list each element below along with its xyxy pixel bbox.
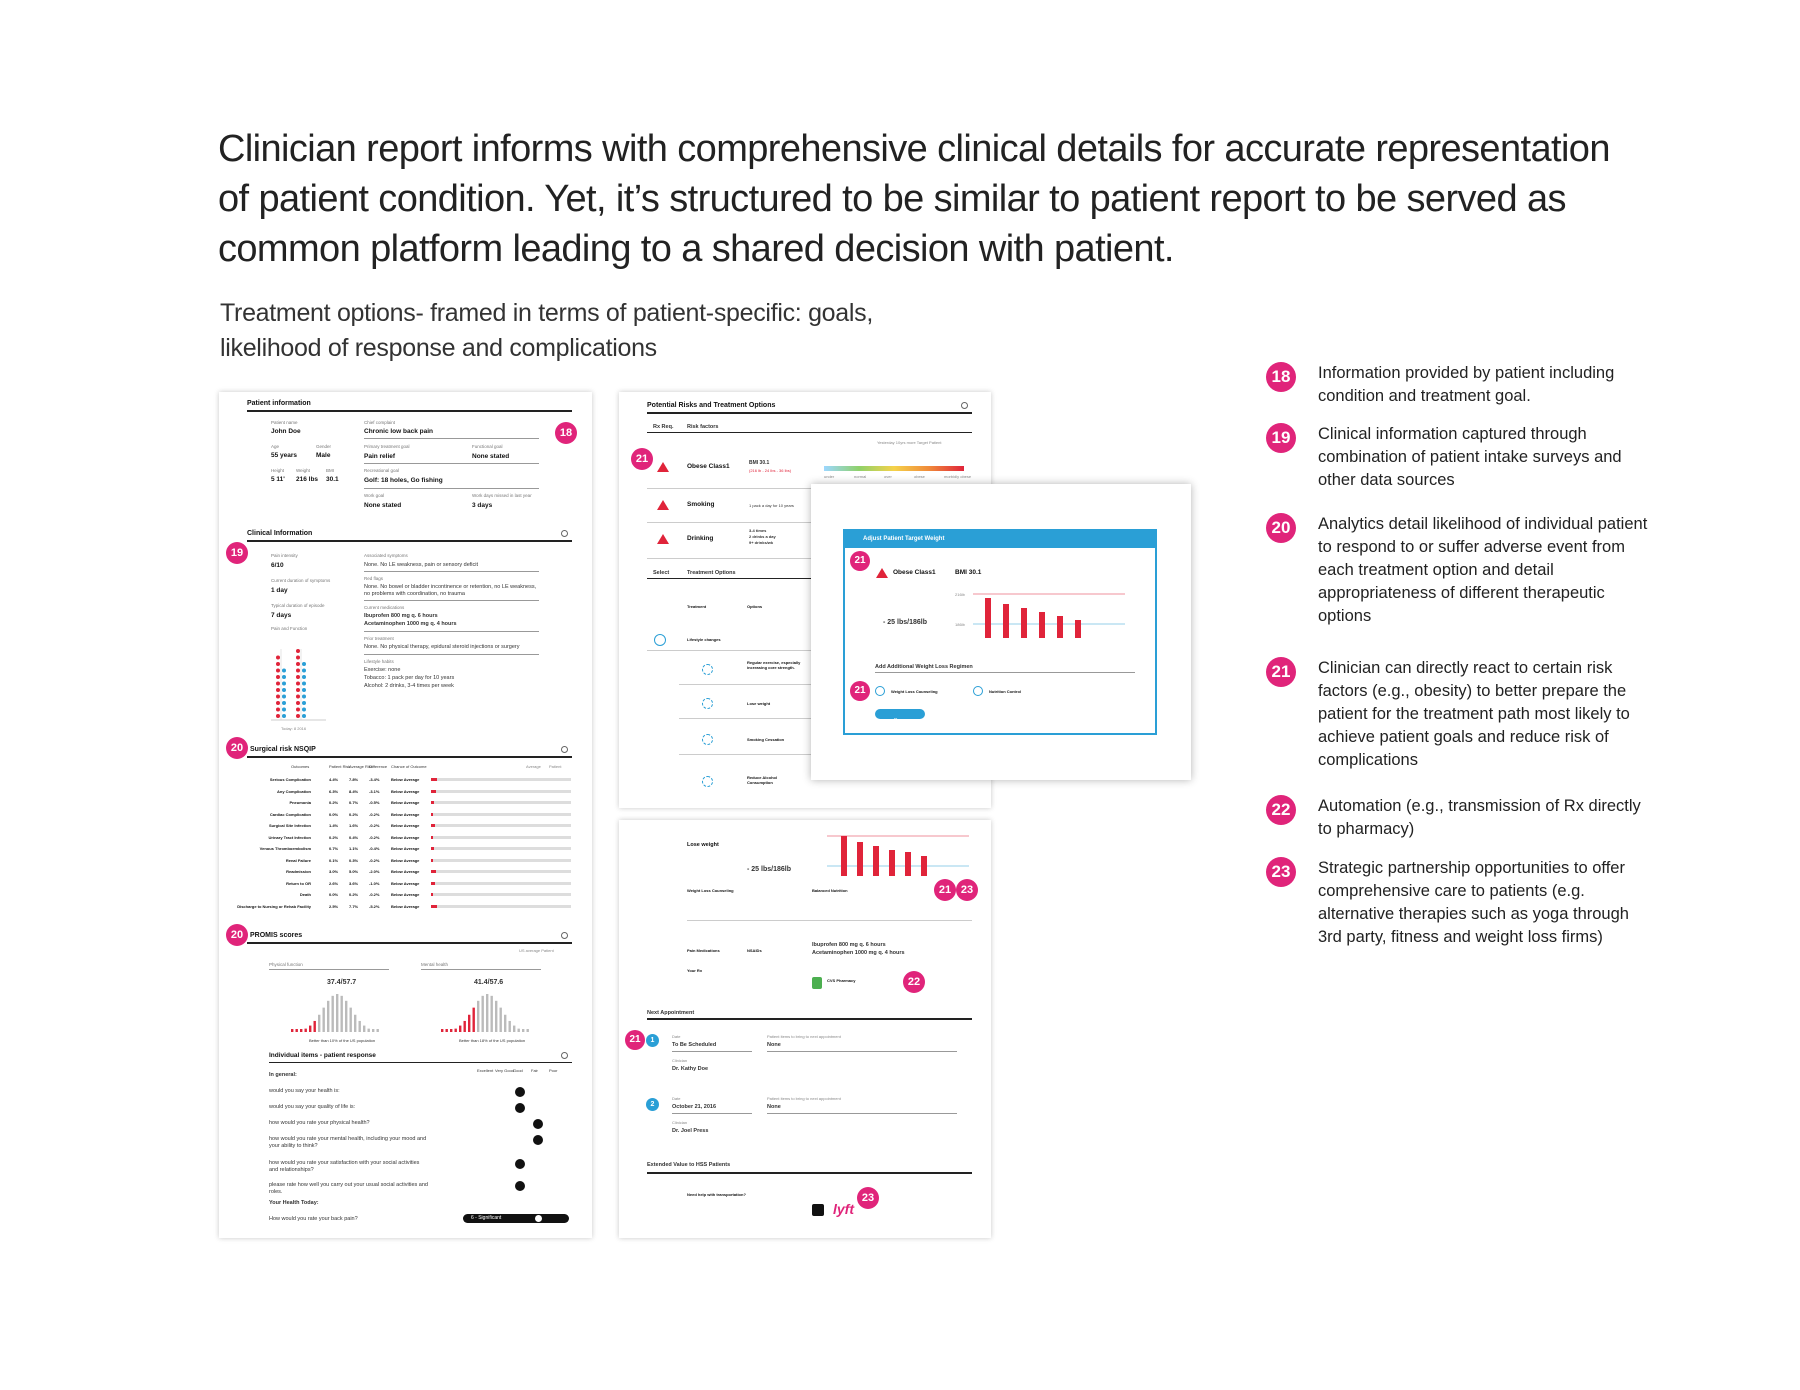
surgical-cell: -0.2% xyxy=(369,811,380,817)
legend-badge-22: 22 xyxy=(1266,795,1296,825)
surgical-risk-bar xyxy=(431,847,571,850)
items-col-1: Very Good xyxy=(495,1068,514,1073)
surgical-cell: Any Complication xyxy=(276,788,311,794)
histogram-bar xyxy=(446,1029,448,1032)
badge-22: 22 xyxy=(903,971,925,993)
histogram-bar xyxy=(468,1015,470,1032)
warning-icon xyxy=(876,568,888,578)
legend-text-19: Clinical information captured through combination of patient intake surveys and other data sources xyxy=(1318,425,1622,489)
nutrition-control-radio[interactable] xyxy=(973,686,983,696)
surgical-cell: Venous Thromboembolism xyxy=(259,846,311,851)
histogram-bar xyxy=(372,1029,374,1032)
legend-badge-19: 19 xyxy=(1266,423,1296,453)
pf-dot xyxy=(276,669,280,673)
back-pain-slider[interactable]: 6 - Significant xyxy=(463,1214,569,1223)
surgical-risk-bar xyxy=(431,859,571,862)
badge-21-modal: 21 xyxy=(850,551,870,571)
surgical-risk-bar xyxy=(431,905,571,908)
surgical-cell: 0.0% xyxy=(329,811,339,817)
histogram-bar xyxy=(509,1021,511,1032)
histogram-bar xyxy=(336,994,338,1032)
surgical-cell: Below Average xyxy=(391,811,420,817)
pf-dot xyxy=(296,675,300,679)
surgical-col-3: Difference xyxy=(369,764,388,769)
surgical-risk-bar xyxy=(431,870,571,873)
surgical-risk-fill xyxy=(431,836,433,839)
surgical-cell: 1.6% xyxy=(349,823,359,828)
surgical-risk-title: Surgical risk NSQIP xyxy=(250,746,316,753)
badge-21-b: 21 xyxy=(934,879,956,901)
done-button[interactable]: Done xyxy=(875,709,925,719)
modal-backdrop-card xyxy=(811,484,1191,780)
histogram-bar xyxy=(341,996,343,1032)
bmi-scale-label: under xyxy=(824,474,835,479)
pf-dot xyxy=(282,695,286,699)
histogram-bar xyxy=(486,994,488,1032)
histogram-bar xyxy=(363,1026,365,1032)
pf-dot xyxy=(276,714,280,718)
clinical-info-title: Clinical Information xyxy=(247,530,313,537)
histogram-bar xyxy=(491,996,493,1032)
item-response-dot[interactable] xyxy=(533,1135,543,1145)
surgical-risk-fill xyxy=(431,813,433,816)
surgical-risk-bar xyxy=(431,790,571,793)
item-response-dot[interactable] xyxy=(515,1159,525,1169)
histogram-bar xyxy=(296,1029,298,1032)
surgical-cell: -0.2% xyxy=(369,823,380,828)
risks-title: Potential Risks and Treatment Options xyxy=(647,402,776,409)
pf-dot xyxy=(302,701,306,705)
chief-complaint: Chronic low back pain xyxy=(364,428,433,435)
bmi-scale-label: morbidly obese xyxy=(944,474,972,479)
pf-dot xyxy=(276,708,280,712)
surgical-risk-bar xyxy=(431,824,571,827)
surgical-cell: 0.3% xyxy=(349,857,359,863)
bmi-scale-bar xyxy=(824,466,964,471)
surgical-risk-bar xyxy=(431,813,571,816)
weight-bar xyxy=(1039,612,1045,638)
histogram-bar xyxy=(477,1001,479,1032)
risks-treatment-card: Potential Risks and Treatment Options Rx Req. Risk factors Yesterday 10yrs more Target Patient 21 Obese Class1 BMI 30.1 (216 lb - 24 lbs - 36 lbs) under normal over obese morbidly obese Smoking 1 pack a day for 10 years Drinking 3-4 times 2 drinks a day 9+ drinks/wk Select Treatment Options Treatment Options Lifestyle changes Regular exercise, especially increasing core strength. Lose weight Smoking Cessation Reduce Alcohol Consumption xyxy=(619,392,991,808)
surgical-cell: Renal Failure xyxy=(285,857,311,863)
pf-dot xyxy=(302,708,306,712)
badge-19: 19 xyxy=(226,542,248,564)
item-question: how would you rate your satisfaction with your social activities and relationships? xyxy=(269,1160,420,1173)
weight-progress-chart xyxy=(811,824,971,879)
map-pin-icon xyxy=(812,977,822,989)
badge-21-c: 21 xyxy=(625,1030,645,1050)
surgical-cell: 7.7% xyxy=(349,903,359,909)
pf-dot xyxy=(282,688,286,692)
surgical-risk-fill xyxy=(431,790,436,793)
pf-dot xyxy=(276,695,280,699)
modal-title: Adjust Patient Target Weight xyxy=(863,536,945,542)
surgical-cell: Below Average xyxy=(391,788,420,794)
patient-info-title: Patient information xyxy=(247,400,311,407)
surgical-cell: Below Average xyxy=(391,823,420,828)
surgical-risk-fill xyxy=(431,801,434,804)
weight-bar xyxy=(841,836,847,876)
surgical-cell: Death xyxy=(299,892,311,897)
pf-dot xyxy=(302,714,306,718)
surgical-cell: Surgical Site Infection xyxy=(268,823,311,828)
histogram-bar xyxy=(327,1001,329,1032)
surgical-cell: 0.7% xyxy=(349,800,359,805)
pf-dot xyxy=(296,649,300,653)
surgical-cell: -1.0% xyxy=(369,880,380,886)
surgical-col-2: Average Risk xyxy=(349,764,373,769)
weight-bar xyxy=(873,846,879,876)
histogram-bar xyxy=(354,1015,356,1032)
histogram-bar xyxy=(345,1001,347,1032)
surgical-cell: Below Average xyxy=(391,800,420,805)
pf-dot xyxy=(296,662,300,666)
warning-icon xyxy=(657,500,669,510)
legend-text-18: Information provided by patient including condition and treatment goal. xyxy=(1318,364,1615,405)
items-col-2: Good xyxy=(513,1068,523,1073)
histogram-bar xyxy=(350,1008,352,1032)
surgical-cell: Serious Complication xyxy=(269,777,311,782)
info-icon[interactable] xyxy=(961,402,968,409)
surgical-cell: -0.5% xyxy=(369,800,380,805)
pf-dot xyxy=(302,662,306,666)
items-col-0: Excellent xyxy=(477,1068,494,1073)
info-icon[interactable] xyxy=(561,530,568,537)
bmi-scale-label: over xyxy=(884,474,892,479)
surgical-cell: 7.8% xyxy=(349,777,359,782)
weight-bar xyxy=(921,856,927,876)
surgical-cell: Return to OR xyxy=(286,880,311,886)
weight-bar xyxy=(1075,620,1081,638)
histogram-bar xyxy=(522,1029,524,1032)
surgical-cell: 0.2% xyxy=(349,892,359,897)
pf-dot xyxy=(302,682,306,686)
surgical-risk-fill xyxy=(431,893,433,896)
surgical-cell: Below Average xyxy=(391,869,420,874)
weight-bar xyxy=(857,842,863,876)
surgical-risk-fill xyxy=(431,824,435,827)
legend-text-23: Strategic partnership opportunities to offer comprehensive care to patients (e.g. alternative therapies such as yoga through 3rd party, fitness and weight loss firms) xyxy=(1318,859,1629,946)
surgical-cell: 2.5% xyxy=(329,903,339,909)
individual-items-title: Individual items - patient response xyxy=(269,1052,376,1059)
item-response-dot[interactable] xyxy=(515,1181,525,1191)
surgical-cell: 0.2% xyxy=(329,800,339,805)
surgical-risk-bar xyxy=(431,882,571,885)
weight-bar xyxy=(1057,616,1063,638)
pf-dot xyxy=(276,688,280,692)
legend-text-22: Automation (e.g., transmission of Rx directly to pharmacy) xyxy=(1318,797,1641,838)
surgical-cell: -0.2% xyxy=(369,834,380,840)
item-question: please rate how well you carry out your usual social activities and roles. xyxy=(269,1182,428,1195)
alcohol-option-radio[interactable] xyxy=(702,776,713,787)
appt-1-marker: 1 xyxy=(646,1034,659,1047)
histogram-bar xyxy=(359,1021,361,1032)
surgical-risk-fill xyxy=(431,778,437,781)
pf-dot xyxy=(276,656,280,660)
legend-text-21: Clinician can directly react to certain risk factors (e.g., obesity) to better prepare the patient for the treatment path most likely to achieve patient goals and reduce risk of complications xyxy=(1318,659,1630,769)
surgical-cell: -0.4% xyxy=(369,846,380,851)
surgical-cell: 8.4% xyxy=(349,788,359,794)
histogram-bar xyxy=(455,1029,457,1032)
surgical-cell: Below Average xyxy=(391,903,420,909)
headline: Clinician report informs with comprehensive clinical details for accurate representation of patient condition. Yet, it’s structured to be similar to patient report to be served as common platform leading to a shared decision with patient. xyxy=(218,128,1610,270)
treatment-plan-card: Lose weight - 25 lbs/186lb 21 23 Weight Loss Counseling Balanced Nutrition Pain Medications NSAIDs Ibuprofen 800 mg q. 6 hours Acetaminophen 1000 mg q. 4 hours Your Rx CVS Pharmacy 22 Next Appointment 21 1 Date To Be Scheduled Clinician Dr. Kathy Doe Patient items to bring to next appointment None 2 Date October 21, 2016 Clinician Dr. Joel Press Patient items to bring to next appointment None Extended Value to HSS Patients Need help with transportation? lyft 23 xyxy=(619,820,991,1238)
histogram-bar xyxy=(513,1026,515,1032)
badge-23: 23 xyxy=(956,879,978,901)
surgical-risk-fill xyxy=(431,859,433,862)
pf-dot xyxy=(302,669,306,673)
promis-histogram-physical xyxy=(291,990,391,1034)
promis-histogram-mental xyxy=(441,990,541,1034)
exercise-option-radio[interactable] xyxy=(702,664,713,675)
histogram-bar xyxy=(500,1008,502,1032)
histogram-bar xyxy=(450,1029,452,1032)
item-response-dot[interactable] xyxy=(515,1087,525,1097)
pf-dot xyxy=(296,682,300,686)
pf-dot xyxy=(282,714,286,718)
surgical-cell: Readmission xyxy=(286,869,311,874)
promis-title: PROMIS scores xyxy=(250,932,303,939)
pf-dot xyxy=(282,675,286,679)
histogram-bar xyxy=(459,1026,461,1032)
surgical-risk-fill xyxy=(431,882,435,885)
histogram-bar xyxy=(323,1008,325,1032)
pain-function-chart xyxy=(271,634,326,724)
surgical-risk-fill xyxy=(431,905,437,908)
histogram-bar xyxy=(368,1029,370,1032)
surgical-risk-fill xyxy=(431,870,436,873)
item-question: would you say your quality of life is: xyxy=(269,1104,356,1110)
histogram-bar xyxy=(314,1021,316,1032)
surgical-cell: -3.1% xyxy=(369,788,380,794)
surgical-cell: 0.0% xyxy=(329,892,339,897)
lifestyle-select-radio[interactable] xyxy=(654,634,666,646)
clinician-report-left: Patient information Patient name John Doe Age 55 years Gender Male Height 5 11' Weight 216 lbs BMI 30.1 Chief complaint Chronic low back pain Primary treatment goal Pain relief Functional goal None stated Recreational goal Golf: 18 holes, Go fishing Work goal None stated Work days missed in last year 3 days 18 Clinical Information 19 Pain intensity 6/10 Current duration of symptoms 1 day Typical duration of episode 7 days Pain and Function Today: 8 2016 Associated symptoms None. No LE weakness, pain or sensory deficit Red flags None. No bowel or bladder incontinence or retention, no LE weakness, no problems with coordination, no trauma Current medications Ibuprofen 800 mg q. 6 hours Acetaminophen 1000 mg q. 4 hours Prior treatment None. No physical therapy, epidural steroid injections or surgery Lifestyle habits Exercise: none Tobacco: 1 pack per day for 10 years Alcohol: 2 drinks, 3-4 times per week 20 Surgical risk NSQIP Outcomes Patient Risk Average Risk Difference Chance of Outcome Average Patient Serious Complication 4.4% 7.8% -3.4% Below Average Any Complication 6.3% 8.4% -3.1% Below Average Pneumonia 0.2% 0.7% -0.5% Below Average Cardiac Complication 0.0% 0.2% -0.2% Below Average Surgical Site Infection 1.4% 1.6% -0.2% Below Average Urinary Tract Infection 0.2% 0.4% -0.2% Below Average Venous Thromboembolism 0.7% 1.1% -0.4% Below Average Renal Failure 0.1% 0.3% -0.2% Below Average Readmission 3.0% 5.0% -2.0% Below Average Return to OR 2.6% 3.6% -1.0% Below Average Death 0.0% 0.2% -0.2% Below Average Discharge to Nursing or Rehab Facility 2.5% 7.7% -5.2% Below Average 20 PROMIS scores US average Patient Physical function Mental health 37.4/57.7 41.4/57.6 Better than 10% of the US population Better than 18% of the US population Individual items - patient response Excellent Very Good Good Fair Poor In general: would you say your health is: would you say your quality of life is: how would you rate your physical health? how would you rate your mental health, including your mood and your ability to think? how would you rate your satisfaction with your social activities and relationships? please rate how well you carry out your usual social activities and roles. Your Health Today: How would you rate your back pain? 6 - Significant xyxy=(219,392,592,1238)
surgical-cell: 3.6% xyxy=(349,880,359,886)
pf-dot xyxy=(302,688,306,692)
modal-weight-chart xyxy=(955,586,1130,641)
surgical-risk-bar xyxy=(431,778,571,781)
pf-dot xyxy=(296,688,300,692)
warning-icon xyxy=(657,534,669,544)
surgical-col-4: Chance of Outcome xyxy=(391,764,427,769)
surgical-cell: 0.1% xyxy=(329,857,339,863)
histogram-bar xyxy=(332,996,334,1032)
surgical-cell: Below Average xyxy=(391,777,420,782)
histogram-bar xyxy=(318,1015,320,1032)
partner-logo-icon xyxy=(812,1204,824,1216)
surgical-cell: 1.1% xyxy=(349,846,359,851)
surgical-cell: 0.4% xyxy=(349,834,359,840)
histogram-bar xyxy=(305,1029,307,1032)
lyft-logo: lyft xyxy=(833,1201,854,1217)
subhead: Treatment options- framed in terms of patient-specific: goals, likelihood of response and complications xyxy=(220,299,873,362)
pf-dot xyxy=(296,701,300,705)
item-response-dot[interactable] xyxy=(515,1103,525,1113)
pf-dot xyxy=(276,682,280,686)
surgical-cell: -3.4% xyxy=(369,777,380,782)
pf-dot xyxy=(302,675,306,679)
promis-physical-score: 37.4/57.7 xyxy=(327,979,357,986)
surgical-cell: Below Average xyxy=(391,880,420,886)
surgical-cell: 4.4% xyxy=(329,777,339,782)
items-col-3: Fair xyxy=(531,1068,538,1073)
pf-dot xyxy=(302,695,306,699)
promis-mental-score: 41.4/57.6 xyxy=(474,979,504,986)
pf-dot xyxy=(296,669,300,673)
pf-dot xyxy=(296,708,300,712)
histogram-bar xyxy=(464,1021,466,1032)
badge-23-b: 23 xyxy=(857,1187,879,1209)
legend-badge-20: 20 xyxy=(1266,513,1296,543)
surgical-risk-bar xyxy=(431,836,571,839)
surgical-cell: 0.2% xyxy=(349,811,359,817)
items-col-4: Poor xyxy=(549,1068,558,1073)
pf-dot xyxy=(282,682,286,686)
surgical-cell: Urinary Tract Infection xyxy=(268,834,311,840)
item-question: would you say your health is: xyxy=(269,1088,340,1094)
legend-text-20: Analytics detail likelihood of individual patient to respond to or suffer adverse event from each treatment option and detail appropriateness of different therapeutic options xyxy=(1318,515,1648,625)
histogram-bar xyxy=(441,1029,443,1032)
surgical-cell: Cardiac Complication xyxy=(269,811,311,817)
surgical-cell: -2.0% xyxy=(369,869,380,874)
modal-chart-top-label: 216lb xyxy=(955,592,965,597)
surgical-cell: -0.2% xyxy=(369,892,380,897)
pf-dot xyxy=(296,656,300,660)
legend-badge-18: 18 xyxy=(1266,362,1296,392)
weight-bar xyxy=(985,598,991,638)
surgical-cell: Below Average xyxy=(391,857,420,863)
pf-dot xyxy=(276,662,280,666)
weight-bar xyxy=(1021,608,1027,638)
surgical-col-0: Outcomes xyxy=(291,764,310,769)
smoking-option-radio[interactable] xyxy=(702,734,713,745)
target-weight-modal: Adjust Patient Target Weight 21 Obese Class1 BMI 30.1 - 25 lbs/186lb 216lb 186lb Add Additional Weight Loss Regimen 21 Weight Loss Counseling Nutrition Control Done xyxy=(843,529,1157,735)
pf-dot xyxy=(282,669,286,673)
pf-dot xyxy=(296,695,300,699)
surgical-cell: Below Average xyxy=(391,846,420,851)
item-question: how would you rate your physical health? xyxy=(269,1120,370,1126)
histogram-bar xyxy=(504,1015,506,1032)
pf-dot xyxy=(282,708,286,712)
histogram-bar xyxy=(291,1029,293,1032)
histogram-bar xyxy=(495,1001,497,1032)
surgical-col-1: Patient Risk xyxy=(329,764,351,769)
bmi-scale-label: obese xyxy=(914,474,925,479)
surgical-risk-bar xyxy=(431,801,571,804)
surgical-cell: 2.6% xyxy=(329,880,339,886)
modal-chart-bottom-label: 186lb xyxy=(955,622,965,627)
surgical-cell: 0.2% xyxy=(329,834,339,840)
surgical-cell: Discharge to Nursing or Rehab Facility xyxy=(237,903,311,909)
surgical-cell: 5.0% xyxy=(349,869,359,874)
modal-target-weight: - 25 lbs/186lb xyxy=(883,619,927,626)
surgical-cell: 0.7% xyxy=(329,846,339,851)
info-icon[interactable] xyxy=(561,1052,568,1059)
weight-bar xyxy=(1003,604,1009,638)
histogram-bar xyxy=(309,1026,311,1032)
weight-bar xyxy=(905,852,911,876)
legend-badge-23: 23 xyxy=(1266,857,1296,887)
lose-weight-option-radio[interactable] xyxy=(702,698,713,709)
surgical-cell: 3.0% xyxy=(329,869,339,874)
histogram-bar xyxy=(527,1029,529,1032)
info-icon[interactable] xyxy=(561,932,568,939)
histogram-bar xyxy=(482,996,484,1032)
warning-icon xyxy=(657,462,669,472)
weight-bar xyxy=(889,850,895,876)
pf-dot xyxy=(276,675,280,679)
legend-badge-21: 21 xyxy=(1266,657,1296,687)
pf-dot xyxy=(296,714,300,718)
badge-18: 18 xyxy=(555,422,577,444)
weight-loss-counseling-radio[interactable] xyxy=(875,686,885,696)
surgical-cell: Below Average xyxy=(391,834,420,840)
histogram-bar xyxy=(377,1029,379,1032)
histogram-bar xyxy=(300,1029,302,1032)
modal-header xyxy=(845,531,1155,548)
badge-20b: 20 xyxy=(226,924,248,946)
appt-2-marker: 2 xyxy=(646,1098,659,1111)
histogram-bar xyxy=(473,1008,475,1032)
pf-dot xyxy=(282,701,286,705)
bmi-scale-label: normal xyxy=(854,474,867,479)
histogram-bar xyxy=(518,1029,520,1032)
badge-21-modal-b: 21 xyxy=(850,681,870,701)
info-icon[interactable] xyxy=(561,746,568,753)
pf-dot xyxy=(276,701,280,705)
patient-name: John Doe xyxy=(271,428,301,435)
surgical-cell: Pneumonia xyxy=(289,800,311,805)
surgical-cell: -0.2% xyxy=(369,857,380,863)
surgical-cell: -5.2% xyxy=(369,903,380,909)
surgical-cell: Below Average xyxy=(391,892,420,897)
surgical-cell: 6.3% xyxy=(329,788,339,794)
badge-20: 20 xyxy=(226,737,248,759)
badge-21: 21 xyxy=(631,448,653,470)
surgical-risk-bar xyxy=(431,893,571,896)
item-response-dot[interactable] xyxy=(533,1119,543,1129)
item-question: how would you rate your mental health, including your mood and your ability to think? xyxy=(269,1136,427,1149)
surgical-risk-fill xyxy=(431,847,434,850)
surgical-cell: 1.4% xyxy=(329,823,339,828)
